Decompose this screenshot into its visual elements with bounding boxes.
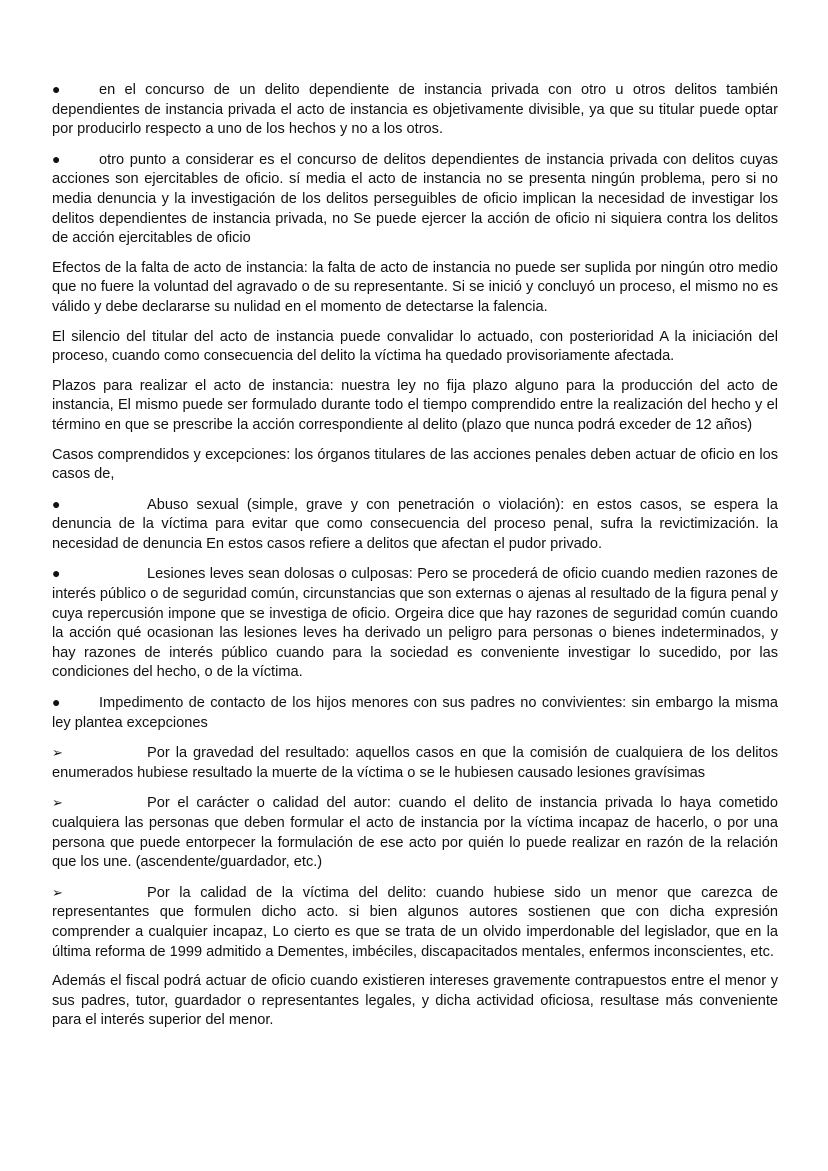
- paragraph-text: Por la calidad de la víctima del delito: cuando hubiese sido un menor que carezca de representantes que formulen dicho acto. si bien algunos autores sostienen que con dicha expresión comprender a cualquier incapaz, Lo cierto es que se trata de un olvido imperdonable del legislador, que en la última reforma de 1999 admitido a Dementes, imbéciles, discapacitados mentales, enfermos inconscientes, etc.: [52, 884, 778, 960]
- arrow-bullet-icon: ➢: [52, 795, 63, 811]
- bullet-paragraph-abuso-sexual: [52, 495, 778, 555]
- paragraph-text: en el concurso de un delito dependiente de instancia privada con otro u otros delitos también dependientes de instancia privada el acto de instancia es objetivamente divisible, ya que su titular puede optar por producirlo respecto a uno de los hechos y no a los otros.: [52, 82, 778, 138]
- arrow-paragraph-calidad-autor: [52, 793, 778, 872]
- paragraph-text: Abuso sexual (simple, grave y con penetración o violación): en estos casos, se espera la denuncia de la víctima para evitar que como consecuencia del proceso penal, sufra la revictimización. la necesidad de denuncia En estos casos refiere a delitos que afectan el pudor privado.: [52, 496, 778, 552]
- arrow-paragraph-gravedad: [52, 743, 778, 783]
- bullet-paragraph-concurso-oficio: [52, 150, 778, 249]
- paragraph-fiscal-oficio: Además el fiscal podrá actuar de oficio cuando existieren intereses gravemente contrapuestos entre el menor y sus padres, tutor, guardador o representantes legales, y dicha actividad oficiosa, resultase más conveniente para el interés superior del menor.: [52, 973, 778, 1029]
- bullet-paragraph-impedimento-contacto: [52, 693, 778, 733]
- bullet-icon: ●: [52, 495, 61, 512]
- paragraph-silencio-titular: El silencio del titular del acto de instancia puede convalidar lo actuado, con posterioridad A la iniciación del proceso, cuando como consecuencia del delito la víctima ha quedado provisoriamente afectada.: [52, 328, 778, 365]
- bullet-paragraph-lesiones-leves: [52, 564, 778, 683]
- paragraph-text: Por el carácter o calidad del autor: cuando el delito de instancia privada lo haya cometido cualquiera las personas que deben formular el acto de instancia por la víctima incapaz de hacerlo, o por una persona que puede entorpecer la formulación de ese acto por quién lo puede realizar en razón de la relación que los une. (ascendente/guardador, etc.): [52, 795, 778, 871]
- bullet-icon: ●: [52, 150, 61, 167]
- paragraph-text: Por la gravedad del resultado: aquellos casos en que la comisión de cualquiera de los delitos enumerados hubiese resultado la muerte de la víctima o se le hubiesen causado lesiones gravísimas: [52, 745, 778, 781]
- paragraph-text: Impedimento de contacto de los hijos menores con sus padres no convivientes: sin embargo la misma ley plantea excepciones: [52, 695, 778, 731]
- arrow-bullet-icon: ➢: [52, 884, 63, 900]
- bullet-paragraph-concurso-divisible: [52, 80, 778, 140]
- paragraph-efectos-falta: Efectos de la falta de acto de instancia: la falta de acto de instancia no puede ser suplida por ningún otro medio que no fuere la voluntad del agravado o de su representante. Si se inició y concluyó un proceso, el mismo no es válido y debe declararse su nulidad en el momento de detectarse la falencia.: [52, 259, 778, 315]
- bullet-icon: ●: [52, 694, 61, 711]
- paragraph-casos-comprendidos: Casos comprendidos y excepciones: los órganos titulares de las acciones penales deben actuar de oficio en los casos de,: [52, 446, 778, 483]
- paragraph-plazos: Plazos para realizar el acto de instancia: nuestra ley no fija plazo alguno para la producción del acto de instancia, El mismo puede ser formulado durante todo el tiempo comprendido entre la realización del hecho y el término en que se prescribe la acción correspondiente al delito (plazo que nunca podrá exceder de 12 años): [52, 377, 778, 433]
- arrow-paragraph-calidad-victima: [52, 883, 778, 962]
- arrow-bullet-icon: ➢: [52, 745, 63, 761]
- paragraph-text: otro punto a considerar es el concurso de delitos dependientes de instancia privada con delitos cuyas acciones son ejercitables de oficio. sí media el acto de instancia no se presenta ningún problema, pero si no media denuncia y la investigación de los delitos perseguibles de oficio implican la necesidad de investigar los delitos dependientes de instancia privada, no Se puede ejercer la acción de oficio ni siquiera contra los delitos de acción ejercitables de oficio: [52, 151, 778, 247]
- paragraph-text: Lesiones leves sean dolosas o culposas: Pero se procederá de oficio cuando medien razones de interés público o de seguridad común, circunstancias que son externas o ajenas al resultado de la figura penal y cuya repercusión impone que se investiga de oficio. Orgeira dice que hay razones de seguridad común cuando la acción qué ocasionan las lesiones leves ha derivado un peligro para personas o bienes indeterminados, y hay razones de interés público cuando para la sociedad es conveniente investigar lo sucedido, por las condiciones del hecho, o de la víctima.: [52, 566, 778, 681]
- bullet-icon: ●: [52, 565, 61, 582]
- bullet-icon: ●: [52, 81, 61, 97]
